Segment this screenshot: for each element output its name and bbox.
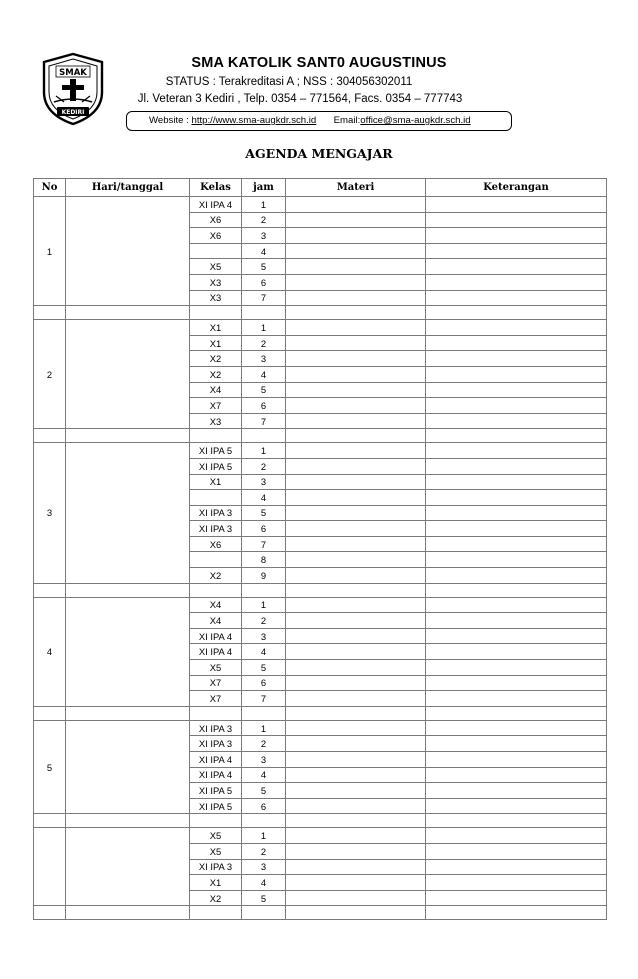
- jam-cell: 8: [242, 552, 286, 568]
- jam-cell: 6: [242, 521, 286, 537]
- empty-cell: [242, 814, 286, 828]
- keterangan-cell[interactable]: [426, 197, 607, 213]
- empty-cell: [34, 906, 66, 920]
- keterangan-cell[interactable]: [426, 767, 607, 783]
- keterangan-cell[interactable]: [426, 783, 607, 799]
- column-header-materi: Materi: [286, 179, 426, 197]
- kelas-cell: XI IPA 4: [190, 767, 242, 783]
- kelas-cell: XI IPA 4: [190, 628, 242, 644]
- kelas-cell: XI IPA 4: [190, 197, 242, 213]
- empty-cell: [286, 706, 426, 720]
- materi-cell[interactable]: [286, 351, 426, 367]
- keterangan-cell[interactable]: [426, 259, 607, 275]
- materi-cell[interactable]: [286, 197, 426, 213]
- empty-cell: [286, 906, 426, 920]
- jam-cell: 2: [242, 613, 286, 629]
- jam-cell: 4: [242, 490, 286, 506]
- empty-cell: [426, 583, 607, 597]
- empty-cell: [190, 814, 242, 828]
- lesson-row: [34, 197, 607, 213]
- keterangan-cell[interactable]: [426, 274, 607, 290]
- materi-cell[interactable]: [286, 660, 426, 676]
- jam-cell: 4: [242, 875, 286, 891]
- kelas-cell: X5: [190, 828, 242, 844]
- kelas-cell: XI IPA 5: [190, 458, 242, 474]
- kelas-cell: XI IPA 3: [190, 859, 242, 875]
- day-number-cell: 1: [34, 197, 66, 306]
- materi-cell[interactable]: [286, 366, 426, 382]
- keterangan-cell[interactable]: [426, 859, 607, 875]
- keterangan-cell[interactable]: [426, 382, 607, 398]
- empty-cell: [34, 583, 66, 597]
- empty-cell: [242, 583, 286, 597]
- kelas-cell: X2: [190, 366, 242, 382]
- materi-cell[interactable]: [286, 505, 426, 521]
- day-number-cell: 4: [34, 597, 66, 706]
- empty-cell: [190, 583, 242, 597]
- agenda-table: [33, 178, 607, 920]
- column-header-day: Hari/tanggal: [66, 179, 190, 197]
- jam-cell: 9: [242, 568, 286, 584]
- empty-cell: [34, 814, 66, 828]
- day-date-cell[interactable]: [66, 720, 190, 814]
- empty-cell: [426, 706, 607, 720]
- empty-cell: [286, 429, 426, 443]
- materi-cell[interactable]: [286, 767, 426, 783]
- materi-cell[interactable]: [286, 568, 426, 584]
- materi-cell[interactable]: [286, 490, 426, 506]
- separator-row: [34, 906, 607, 920]
- jam-cell: 3: [242, 859, 286, 875]
- empty-cell: [34, 706, 66, 720]
- empty-cell: [66, 706, 190, 720]
- jam-cell: 6: [242, 798, 286, 814]
- column-header-kelas: Kelas: [190, 179, 242, 197]
- keterangan-cell[interactable]: [426, 843, 607, 859]
- document-title: AGENDA MENGAJAR: [245, 146, 393, 161]
- keterangan-cell[interactable]: [426, 228, 607, 244]
- kelas-cell: X2: [190, 568, 242, 584]
- empty-cell: [190, 306, 242, 320]
- empty-cell: [190, 706, 242, 720]
- materi-cell[interactable]: [286, 320, 426, 336]
- day-number-cell: 3: [34, 443, 66, 583]
- jam-cell: 5: [242, 505, 286, 521]
- kelas-cell: X1: [190, 474, 242, 490]
- keterangan-cell[interactable]: [426, 691, 607, 707]
- materi-cell[interactable]: [286, 736, 426, 752]
- jam-cell: 7: [242, 413, 286, 429]
- jam-cell: 3: [242, 628, 286, 644]
- website-label: Website :: [149, 115, 192, 126]
- kelas-cell: X6: [190, 212, 242, 228]
- keterangan-cell[interactable]: [426, 458, 607, 474]
- jam-cell: 2: [242, 212, 286, 228]
- kelas-cell: X6: [190, 228, 242, 244]
- separator-row: [34, 814, 607, 828]
- jam-cell: 7: [242, 691, 286, 707]
- logo-text-top: SMAK: [59, 68, 87, 78]
- keterangan-cell[interactable]: [426, 613, 607, 629]
- jam-cell: 4: [242, 767, 286, 783]
- jam-cell: 2: [242, 736, 286, 752]
- jam-cell: 3: [242, 752, 286, 768]
- keterangan-cell[interactable]: [426, 644, 607, 660]
- materi-cell[interactable]: [286, 536, 426, 552]
- kelas-cell: X7: [190, 691, 242, 707]
- kelas-cell: [190, 490, 242, 506]
- materi-cell[interactable]: [286, 413, 426, 429]
- keterangan-cell[interactable]: [426, 890, 607, 906]
- empty-cell: [426, 306, 607, 320]
- kelas-cell: XI IPA 4: [190, 752, 242, 768]
- materi-cell[interactable]: [286, 259, 426, 275]
- jam-cell: 2: [242, 335, 286, 351]
- contact-box: [126, 111, 512, 131]
- keterangan-cell[interactable]: [426, 752, 607, 768]
- materi-cell[interactable]: [286, 859, 426, 875]
- keterangan-cell[interactable]: [426, 568, 607, 584]
- day-date-cell[interactable]: [66, 320, 190, 429]
- materi-cell[interactable]: [286, 274, 426, 290]
- keterangan-cell[interactable]: [426, 413, 607, 429]
- kelas-cell: XI IPA 5: [190, 783, 242, 799]
- empty-cell: [242, 306, 286, 320]
- separator-row: [34, 583, 607, 597]
- materi-cell[interactable]: [286, 458, 426, 474]
- kelas-cell: X3: [190, 274, 242, 290]
- keterangan-cell[interactable]: [426, 366, 607, 382]
- empty-cell: [242, 906, 286, 920]
- jam-cell: 3: [242, 228, 286, 244]
- separator-row: [34, 429, 607, 443]
- materi-cell[interactable]: [286, 613, 426, 629]
- jam-cell: 1: [242, 720, 286, 736]
- keterangan-cell[interactable]: [426, 720, 607, 736]
- letterhead: [0, 0, 638, 140]
- logo-text-bottom: KEDIRI: [61, 109, 85, 116]
- day-number-cell: 5: [34, 720, 66, 814]
- materi-cell[interactable]: [286, 398, 426, 414]
- keterangan-cell[interactable]: [426, 552, 607, 568]
- jam-cell: 1: [242, 597, 286, 613]
- empty-cell: [242, 429, 286, 443]
- school-name: SMA KATOLIK SANT0 AUGUSTINUS: [191, 55, 447, 71]
- school-address: Jl. Veteran 3 Kediri , Telp. 0354 – 771564, Facs. 0354 – 777743: [137, 93, 463, 105]
- kelas-cell: X3: [190, 413, 242, 429]
- kelas-cell: X5: [190, 660, 242, 676]
- jam-cell: 3: [242, 474, 286, 490]
- materi-cell[interactable]: [286, 752, 426, 768]
- empty-cell: [426, 814, 607, 828]
- jam-cell: 7: [242, 290, 286, 306]
- jam-cell: 6: [242, 675, 286, 691]
- keterangan-cell[interactable]: [426, 828, 607, 844]
- keterangan-cell[interactable]: [426, 628, 607, 644]
- kelas-cell: X7: [190, 675, 242, 691]
- keterangan-cell[interactable]: [426, 351, 607, 367]
- website-link[interactable]: http://www.sma-augkdr.sch.id: [191, 115, 317, 126]
- separator-row: [34, 706, 607, 720]
- kelas-cell: X4: [190, 613, 242, 629]
- jam-cell: 5: [242, 382, 286, 398]
- kelas-cell: X4: [190, 597, 242, 613]
- kelas-cell: XI IPA 3: [190, 521, 242, 537]
- keterangan-cell[interactable]: [426, 597, 607, 613]
- empty-cell: [190, 429, 242, 443]
- kelas-cell: XI IPA 4: [190, 644, 242, 660]
- kelas-cell: X5: [190, 843, 242, 859]
- materi-cell[interactable]: [286, 290, 426, 306]
- empty-cell: [66, 583, 190, 597]
- jam-cell: 6: [242, 398, 286, 414]
- separator-row: [34, 306, 607, 320]
- materi-cell[interactable]: [286, 552, 426, 568]
- empty-cell: [426, 906, 607, 920]
- lesson-row: [34, 443, 607, 459]
- jam-cell: 5: [242, 783, 286, 799]
- materi-cell[interactable]: [286, 691, 426, 707]
- empty-cell: [34, 429, 66, 443]
- day-date-cell[interactable]: [66, 443, 190, 583]
- lesson-row: [34, 320, 607, 336]
- kelas-cell: [190, 243, 242, 259]
- day-date-cell[interactable]: [66, 597, 190, 706]
- kelas-cell: X3: [190, 290, 242, 306]
- lesson-row: [34, 597, 607, 613]
- empty-cell: [66, 814, 190, 828]
- day-date-cell[interactable]: [66, 828, 190, 906]
- table-header-row: [34, 179, 607, 197]
- empty-cell: [286, 306, 426, 320]
- empty-cell: [190, 906, 242, 920]
- keterangan-cell[interactable]: [426, 335, 607, 351]
- materi-cell[interactable]: [286, 644, 426, 660]
- kelas-cell: X5: [190, 259, 242, 275]
- materi-cell[interactable]: [286, 783, 426, 799]
- keterangan-cell[interactable]: [426, 212, 607, 228]
- keterangan-cell[interactable]: [426, 290, 607, 306]
- jam-cell: 5: [242, 890, 286, 906]
- day-date-cell[interactable]: [66, 197, 190, 306]
- kelas-cell: X1: [190, 320, 242, 336]
- column-header-keterangan: Keterangan: [426, 179, 607, 197]
- keterangan-cell[interactable]: [426, 443, 607, 459]
- kelas-cell: XI IPA 3: [190, 736, 242, 752]
- keterangan-cell[interactable]: [426, 398, 607, 414]
- keterangan-cell[interactable]: [426, 798, 607, 814]
- materi-cell[interactable]: [286, 720, 426, 736]
- jam-cell: 2: [242, 458, 286, 474]
- column-header-jam: jam: [242, 179, 286, 197]
- empty-cell: [426, 429, 607, 443]
- keterangan-cell[interactable]: [426, 320, 607, 336]
- jam-cell: 2: [242, 843, 286, 859]
- empty-cell: [66, 306, 190, 320]
- materi-cell[interactable]: [286, 443, 426, 459]
- kelas-cell: [190, 552, 242, 568]
- materi-cell[interactable]: [286, 828, 426, 844]
- jam-cell: 4: [242, 243, 286, 259]
- jam-cell: 4: [242, 366, 286, 382]
- jam-cell: 5: [242, 660, 286, 676]
- keterangan-cell[interactable]: [426, 521, 607, 537]
- materi-cell[interactable]: [286, 335, 426, 351]
- empty-cell: [286, 583, 426, 597]
- materi-cell[interactable]: [286, 675, 426, 691]
- keterangan-cell[interactable]: [426, 536, 607, 552]
- keterangan-cell[interactable]: [426, 243, 607, 259]
- empty-cell: [286, 814, 426, 828]
- keterangan-cell[interactable]: [426, 474, 607, 490]
- materi-cell[interactable]: [286, 474, 426, 490]
- kelas-cell: XI IPA 3: [190, 720, 242, 736]
- materi-cell[interactable]: [286, 843, 426, 859]
- column-header-no: No: [34, 179, 66, 197]
- keterangan-cell[interactable]: [426, 875, 607, 891]
- jam-cell: 1: [242, 320, 286, 336]
- materi-cell[interactable]: [286, 243, 426, 259]
- accreditation-status: STATUS : Terakreditasi A ; NSS : 304056302011: [165, 76, 413, 88]
- jam-cell: 3: [242, 351, 286, 367]
- empty-cell: [66, 906, 190, 920]
- kelas-cell: X6: [190, 536, 242, 552]
- materi-cell[interactable]: [286, 597, 426, 613]
- kelas-cell: X1: [190, 875, 242, 891]
- materi-cell[interactable]: [286, 798, 426, 814]
- jam-cell: 1: [242, 197, 286, 213]
- jam-cell: 7: [242, 536, 286, 552]
- day-number-cell: [34, 828, 66, 906]
- materi-cell[interactable]: [286, 875, 426, 891]
- jam-cell: 1: [242, 443, 286, 459]
- email-link[interactable]: office@sma-augkdr.sch.id: [360, 115, 471, 126]
- lesson-row: [34, 720, 607, 736]
- materi-cell[interactable]: [286, 228, 426, 244]
- kelas-cell: X1: [190, 335, 242, 351]
- keterangan-cell[interactable]: [426, 660, 607, 676]
- empty-cell: [242, 706, 286, 720]
- kelas-cell: X4: [190, 382, 242, 398]
- lesson-row: [34, 828, 607, 844]
- email-label: Email:: [333, 115, 361, 126]
- jam-cell: 4: [242, 644, 286, 660]
- materi-cell[interactable]: [286, 212, 426, 228]
- materi-cell[interactable]: [286, 628, 426, 644]
- keterangan-cell[interactable]: [426, 490, 607, 506]
- jam-cell: 1: [242, 828, 286, 844]
- kelas-cell: X2: [190, 351, 242, 367]
- empty-cell: [66, 429, 190, 443]
- materi-cell[interactable]: [286, 382, 426, 398]
- kelas-cell: XI IPA 5: [190, 443, 242, 459]
- kelas-cell: XI IPA 5: [190, 798, 242, 814]
- keterangan-cell[interactable]: [426, 675, 607, 691]
- empty-cell: [34, 306, 66, 320]
- day-number-cell: 2: [34, 320, 66, 429]
- keterangan-cell[interactable]: [426, 736, 607, 752]
- keterangan-cell[interactable]: [426, 505, 607, 521]
- kelas-cell: X2: [190, 890, 242, 906]
- jam-cell: 5: [242, 259, 286, 275]
- kelas-cell: XI IPA 3: [190, 505, 242, 521]
- materi-cell[interactable]: [286, 890, 426, 906]
- materi-cell[interactable]: [286, 521, 426, 537]
- agenda-body: [34, 197, 607, 920]
- kelas-cell: X7: [190, 398, 242, 414]
- jam-cell: 6: [242, 274, 286, 290]
